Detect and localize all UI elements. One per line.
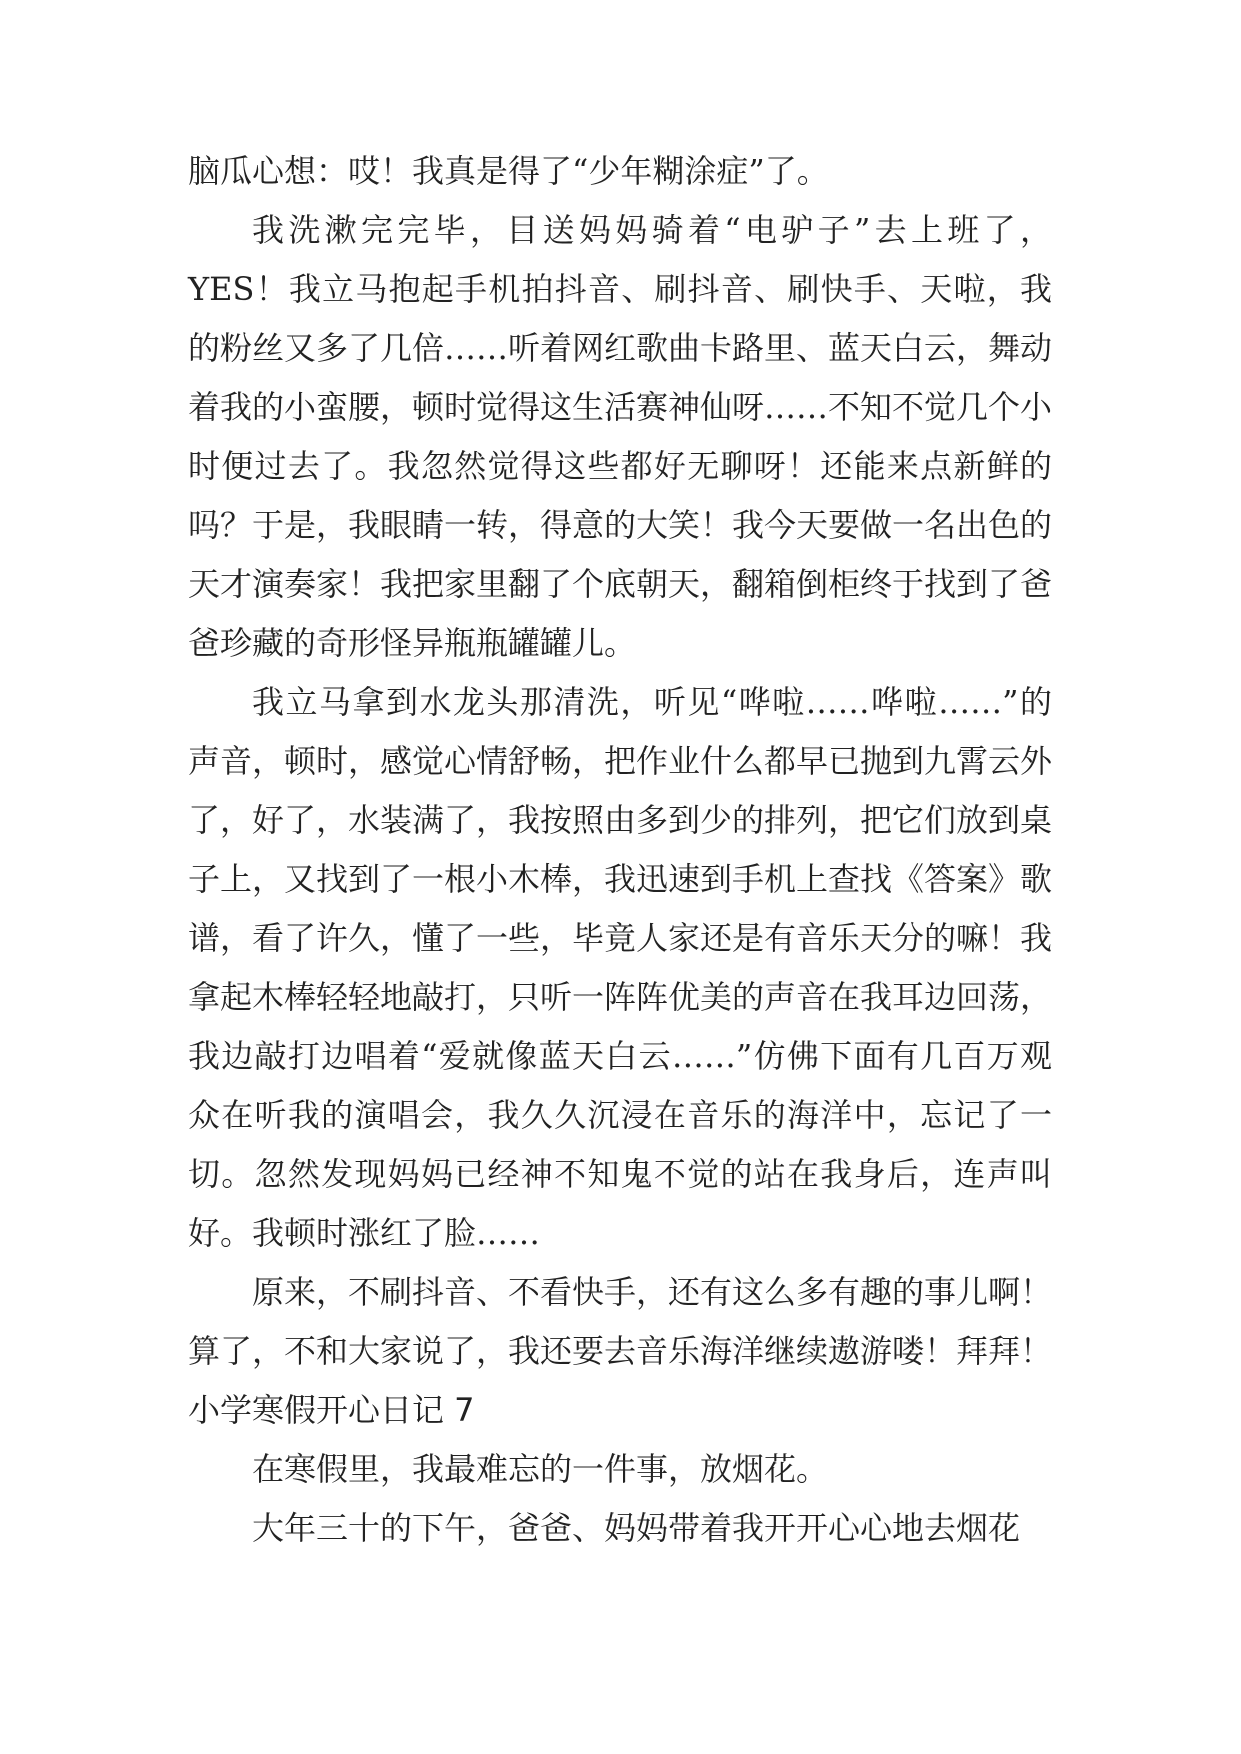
paragraph: 原来，不刷抖音、不看快手，还有这么多有趣的事儿啊！算了，不和大家说了，我还要去音乐海洋继续遨游喽！拜拜！ <box>188 1273 1053 1370</box>
paragraph: 我立马拿到水龙头那清洗，听见“哗啦……哗啦……”的声音，顿时，感觉心情舒畅，把作业什么都早已抛到九霄云外了，好了，水装满了，我按照由多到少的排列，把它们放到桌子上，又找到了一根小木棒，我迅速到手机上查找《答案》歌谱，看了许久，懂了一些，毕竟人家还是有音乐天分的嘛！我拿起木棒轻轻地敲打，只听一阵阵优美的声音在我耳边回荡，我边敲打边唱着“爱就像蓝天白云……”仿佛下面有几百万观众在听我的演唱会，我久久沉浸在音乐的海洋中，忘记了一切。忽然发现妈妈已经神不知鬼不觉的站在我身后，连声叫好。我顿时涨红了脸…… <box>188 683 1053 1252</box>
paragraph: 我洗漱完完毕，目送妈妈骑着“电驴子”去上班了，YES！我立马抱起手机拍抖音、刷抖音、刷快手、天啦，我的粉丝又多了几倍……听着网红歌曲卡路里、蓝天白云，舞动着我的小蛮腰，顿时觉得这生活赛神仙呀……不知不觉几个小时便过去了。我忽然觉得这些都好无聊呀！还能来点新鲜的吗？于是，我眼睛一转，得意的大笑！我今天要做一名出色的天才演奏家！我把家里翻了个底朝天，翻箱倒柜终于找到了爸爸珍藏的奇形怪异瓶瓶罐罐儿。 <box>188 211 1053 662</box>
paragraph: 在寒假里，我最难忘的一件事，放烟花。 <box>252 1450 829 1488</box>
document-page <box>188 142 1052 1558</box>
section-heading: 小学寒假开心日记 7 <box>188 1391 475 1429</box>
paragraph: 大年三十的下午，爸爸、妈妈带着我开开心心地去烟花 <box>252 1509 1021 1547</box>
paragraph: 脑瓜心想：哎！我真是得了“少年糊涂症”了。 <box>188 152 829 190</box>
